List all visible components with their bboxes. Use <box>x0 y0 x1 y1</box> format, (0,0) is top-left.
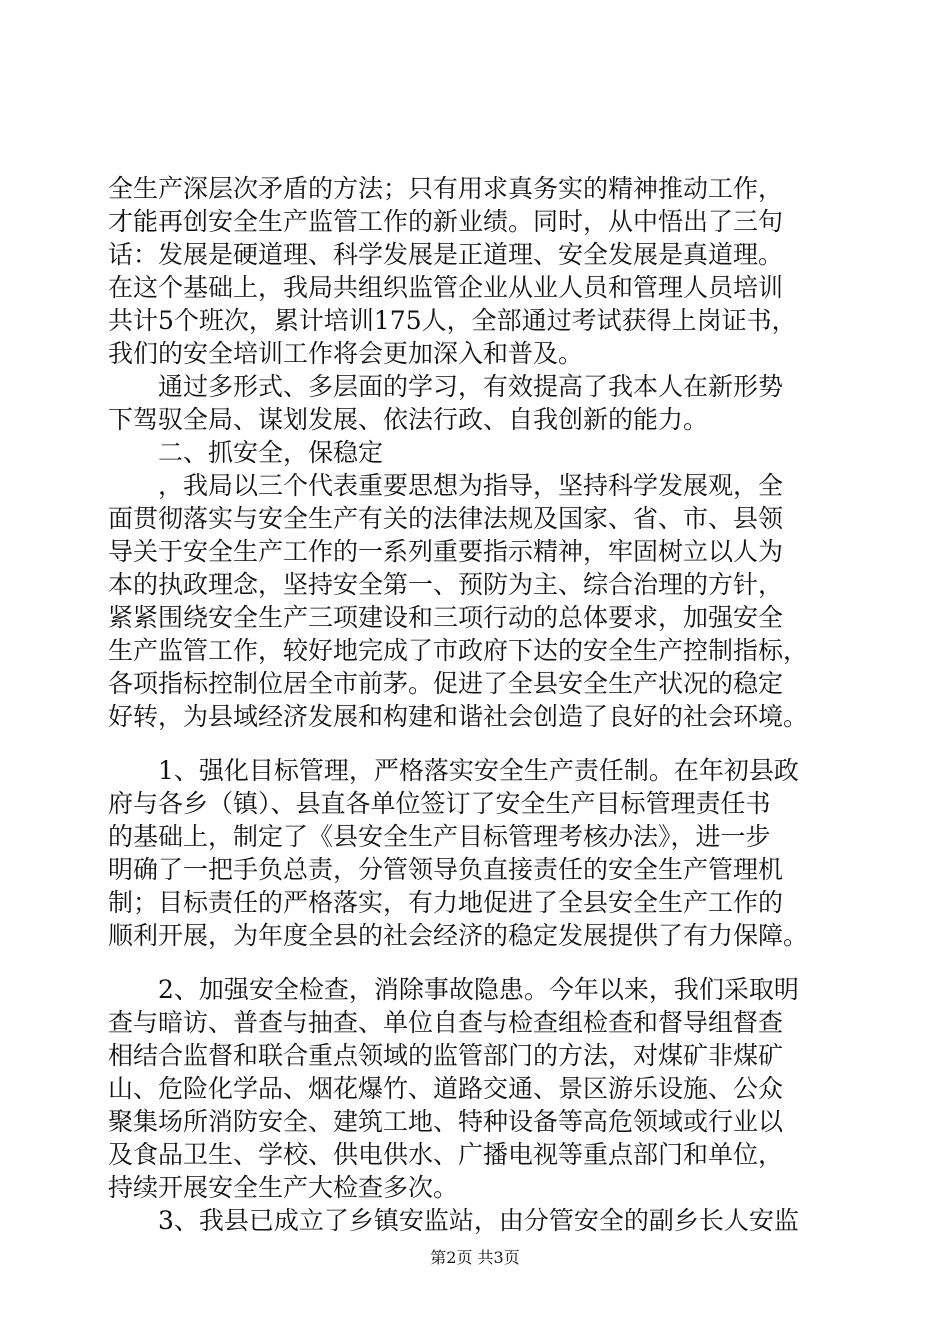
text-line: 制；目标责任的严格落实，有力地促进了全县安全生产工作的 <box>108 888 784 917</box>
text-line: 好转，为县域经济发展和构建和谐社会创造了良好的社会环境。 <box>108 702 809 731</box>
text-line: 我们的安全培训工作将会更加深入和普及。 <box>108 339 584 368</box>
text-line: 导关于安全生产工作的一系列重要指示精神，牢固树立以人为 <box>108 537 784 566</box>
text-line: 查与暗访、普查与抽查、单位自查与检查组检查和督导组督查 <box>108 1008 784 1037</box>
text-line: 2、加强安全检查，消除事故隐患。今年以来，我们采取明 <box>158 975 799 1004</box>
text-line: 本的执政理念，坚持安全第一、预防为主、综合治理的方针， <box>108 570 784 599</box>
text-line: 共计5个班次，累计培训175人，全部通过考试获得上岗证书， <box>108 306 797 335</box>
text-line: 话：发展是硬道理、科学发展是正道理、安全发展是真道理。 <box>108 240 784 269</box>
section-heading: 二、抓安全，保稳定 <box>158 438 384 467</box>
text-line: 生产监管工作，较好地完成了市政府下达的安全生产控制指标， <box>108 636 809 665</box>
text-line: 3、我县已成立了乡镇安监站，由分管安全的副乡长人安监 <box>158 1206 799 1235</box>
text-line: 持续开展安全生产大检查多次。 <box>108 1173 459 1202</box>
page-footer <box>0 1248 950 1268</box>
text-line: 及食品卫生、学校、供电供水、广播电视等重点部门和单位， <box>108 1140 784 1169</box>
text-line: 的基础上，制定了《县安全生产目标管理考核办法》，进一步 <box>108 822 771 851</box>
text-line: 下驾驭全局、谋划发展、依法行政、自我创新的能力。 <box>108 405 709 434</box>
text-line: 在这个基础上，我局共组织监管企业从业人员和管理人员培训 <box>108 273 784 302</box>
text-line: 各项指标控制位居全市前茅。促进了全县安全生产状况的稳定 <box>108 669 784 698</box>
text-line: 聚集场所消防安全、建筑工地、特种设备等高危领域或行业以 <box>108 1107 784 1136</box>
text-line: 府与各乡（镇）、县直各单位签订了安全生产目标管理责任书 <box>108 789 771 818</box>
text-line: 相结合监督和联合重点领域的监管部门的方法，对煤矿非煤矿 <box>108 1041 784 1070</box>
paragraph-gap <box>108 733 853 754</box>
text-line: 面贯彻落实与安全生产有关的法律法规及国家、省、市、县领 <box>108 504 784 533</box>
paragraph-gap <box>108 952 853 973</box>
text-line: 全生产深层次矛盾的方法；只有用求真务实的精神推动工作， <box>108 174 784 203</box>
text-line: 1、强化目标管理，严格落实安全生产责任制。在年初县政 <box>158 756 799 785</box>
text-line: ，我局以三个代表重要思想为指导，坚持科学发展观，全 <box>158 471 784 500</box>
text-line: 明确了一把手负总责，分管领导负直接责任的安全生产管理机 <box>108 855 784 884</box>
text-line: 紧紧围绕安全生产三项建设和三项行动的总体要求，加强安全 <box>108 603 784 632</box>
text-line: 通过多形式、多层面的学习，有效提高了我本人在新形势 <box>158 372 784 401</box>
page-number-label: 第2页 共3页 <box>430 1248 520 1267</box>
text-line: 才能再创安全生产监管工作的新业绩。同时，从中悟出了三句 <box>108 207 784 236</box>
document-body <box>108 172 853 1237</box>
text-line: 顺利开展，为年度全县的社会经济的稳定发展提供了有力保障。 <box>108 921 809 950</box>
text-line: 山、危险化学品、烟花爆竹、道路交通、景区游乐设施、公众 <box>108 1074 784 1103</box>
